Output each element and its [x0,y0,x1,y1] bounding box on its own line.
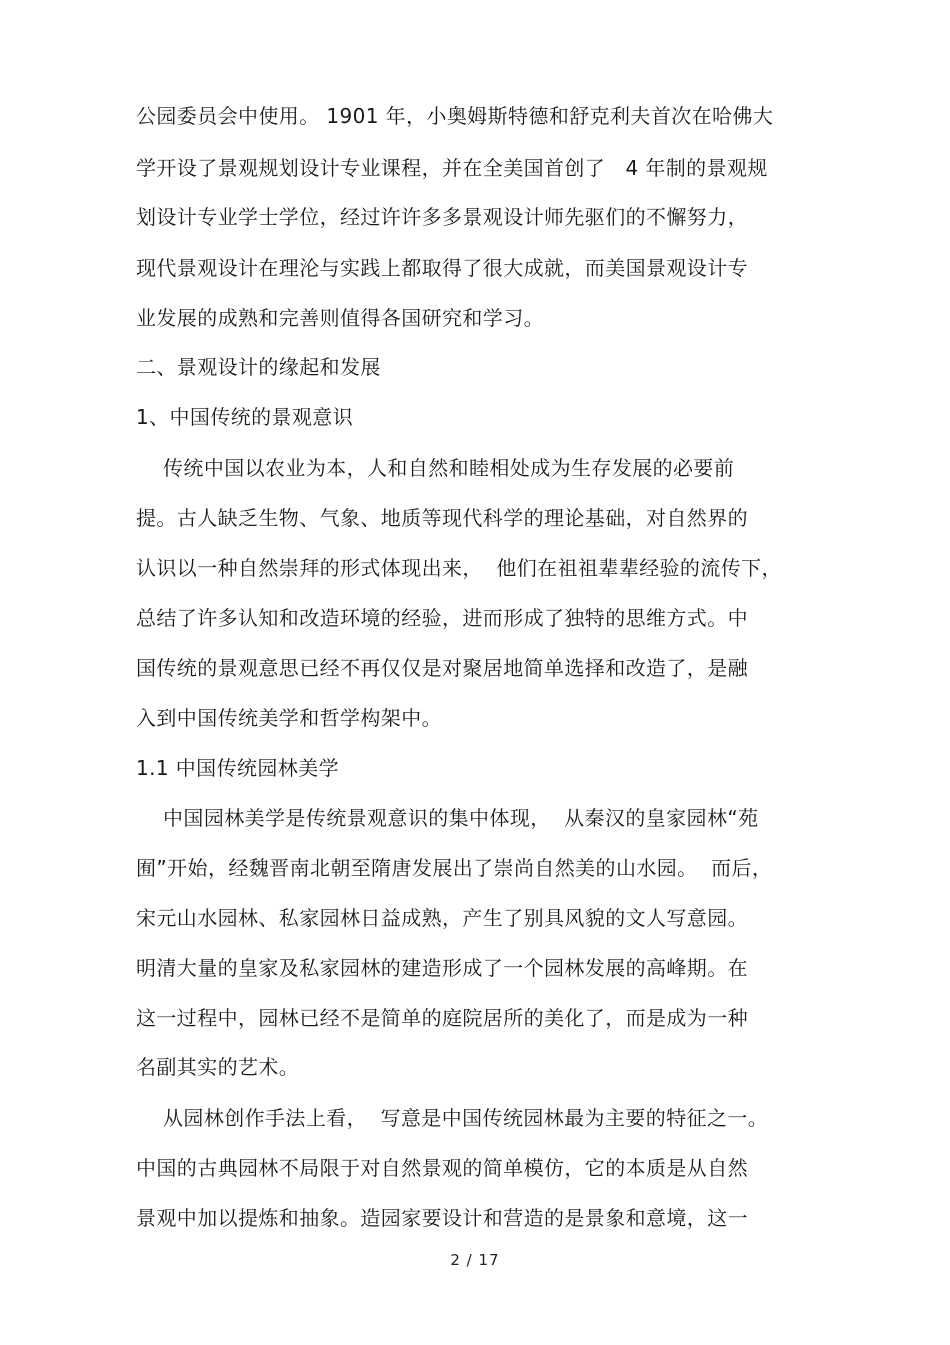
paragraph-line: 总结了许多认知和改造环境的经验，进而形成了独特的思维方式。中 [136,606,748,630]
paragraph-line: 中国园林美学是传统景观意识的集中体现， 从秦汉的皇家园林“苑 [136,806,759,830]
paragraph-line: 囿”开始，经魏晋南北朝至隋唐发展出了崇尚自然美的山水园。 而后， [136,856,773,880]
paragraph-line: 景观中加以提炼和抽象。造园家要设计和营造的是景象和意境，这一 [136,1206,748,1230]
paragraph-line: 名副其实的艺术。 [136,1055,300,1079]
paragraph-line: 传统中国以农业为本，人和自然和睦相处成为生存发展的必要前 [136,456,735,480]
paragraph-line: 提。古人缺乏生物、气象、地质等现代科学的理论基础，对自然界的 [136,506,748,530]
paragraph-line: 中国的古典园林不局限于对自然景观的简单模仿，它的本质是从自然 [136,1156,748,1180]
paragraph-line: 国传统的景观意思已经不再仅仅是对聚居地简单选择和改造了，是融 [136,656,748,680]
paragraph-line: 现代景观设计在理沦与实践上都取得了很大成就，而美国景观设计专 [136,256,748,280]
subsection-heading: 1.1 中国传统园林美学 [136,756,339,780]
paragraph-line: 学开设了景观规划设计专业课程，并在全美国首创了 4 年制的景观规 [136,156,768,180]
page-number: 2 / 17 [450,1251,500,1269]
section-heading: 二、景观设计的缘起和发展 [136,355,381,379]
paragraph-line: 认识以一种自然崇拜的形式体现出来， 他们在祖祖辈辈经验的流传下， [136,556,782,580]
paragraph-line: 从园林创作手法上看， 写意是中国传统园林最为主要的特征之一。 [136,1106,769,1130]
paragraph-line: 这一过程中，园林已经不是简单的庭院居所的美化了，而是成为一种 [136,1006,748,1030]
paragraph-line: 明清大量的皇家及私家园林的建造形成了一个园林发展的高峰期。在 [136,956,748,980]
subsection-heading: 1、中国传统的景观意识 [136,405,354,429]
paragraph-line: 入到中国传统美学和哲学构架中。 [136,706,442,730]
paragraph-line: 业发展的成熟和完善则值得各国研究和学习。 [136,306,544,330]
paragraph-line: 公园委员会中使用。 1901 年，小奥姆斯特德和舒克利夫首次在哈佛大 [136,104,774,128]
paragraph-line: 宋元山水园林、私家园林日益成熟，产生了别具风貌的文人写意园。 [136,906,748,930]
paragraph-line: 划设计专业学士学位，经过许许多多景观设计师先驱们的不懈努力， [136,205,748,229]
